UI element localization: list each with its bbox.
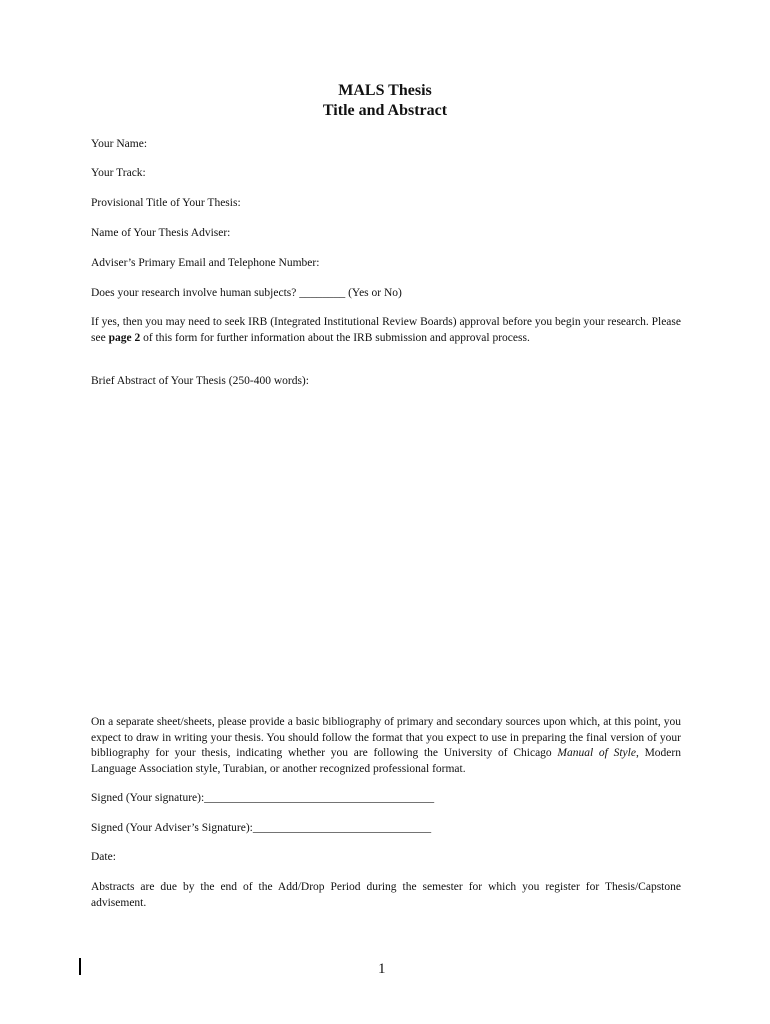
text-cursor-marker [79, 958, 81, 975]
document-title: MALS Thesis [338, 82, 432, 99]
irb-text-start: If yes, then you may need to seek IRB (Integrated Institutional Review Boards) approval before you begin your research. Please see [91, 316, 681, 344]
field-your-track: Your Track: [91, 167, 146, 179]
bibliography-paragraph [91, 715, 681, 777]
manual-of-style: Manual of Style [557, 747, 636, 759]
field-adviser-name: Name of Your Thesis Adviser: [91, 227, 231, 239]
irb-page-ref: page 2 [108, 331, 141, 344]
irb-paragraph [91, 315, 681, 346]
abstract-label: Brief Abstract of Your Thesis (250-400 words): [91, 375, 309, 387]
irb-text-end: of this form for further information about the IRB submission and approval process. [140, 331, 530, 344]
field-provisional-title: Provisional Title of Your Thesis: [91, 197, 241, 209]
field-human-subjects: Does your research involve human subjects? ________ (Yes or No) [91, 287, 402, 299]
date-field: Date: [91, 851, 116, 863]
bibliography-text-start: On a separate sheet/sheets, please provide a basic bibliography of primary and secondary sources upon which, at this point, you expect to draw in writing your thesis. You should follow the format that you expect to use in preparing the final version of your bibliography for your thesis, indicating whether you are following the University of Chicago [91, 716, 681, 759]
field-adviser-contact: Adviser’s Primary Email and Telephone Number: [91, 257, 320, 269]
document-subtitle: Title and Abstract [322, 102, 448, 119]
adviser-signature-line: Signed (Your Adviser’s Signature):_______________________________ [91, 822, 432, 834]
field-your-name: Your Name: [91, 138, 148, 150]
due-note: Abstracts are due by the end of the Add/Drop Period during the semester for which you register for Thesis/Capstone advisement. [91, 881, 681, 909]
bibliography-text-end: , Modern Language Association style, Turabian, or another recognized professional format. [91, 747, 681, 775]
student-signature-line: Signed (Your signature):________________________________________ [91, 792, 435, 804]
page-number: 1 [378, 961, 386, 977]
